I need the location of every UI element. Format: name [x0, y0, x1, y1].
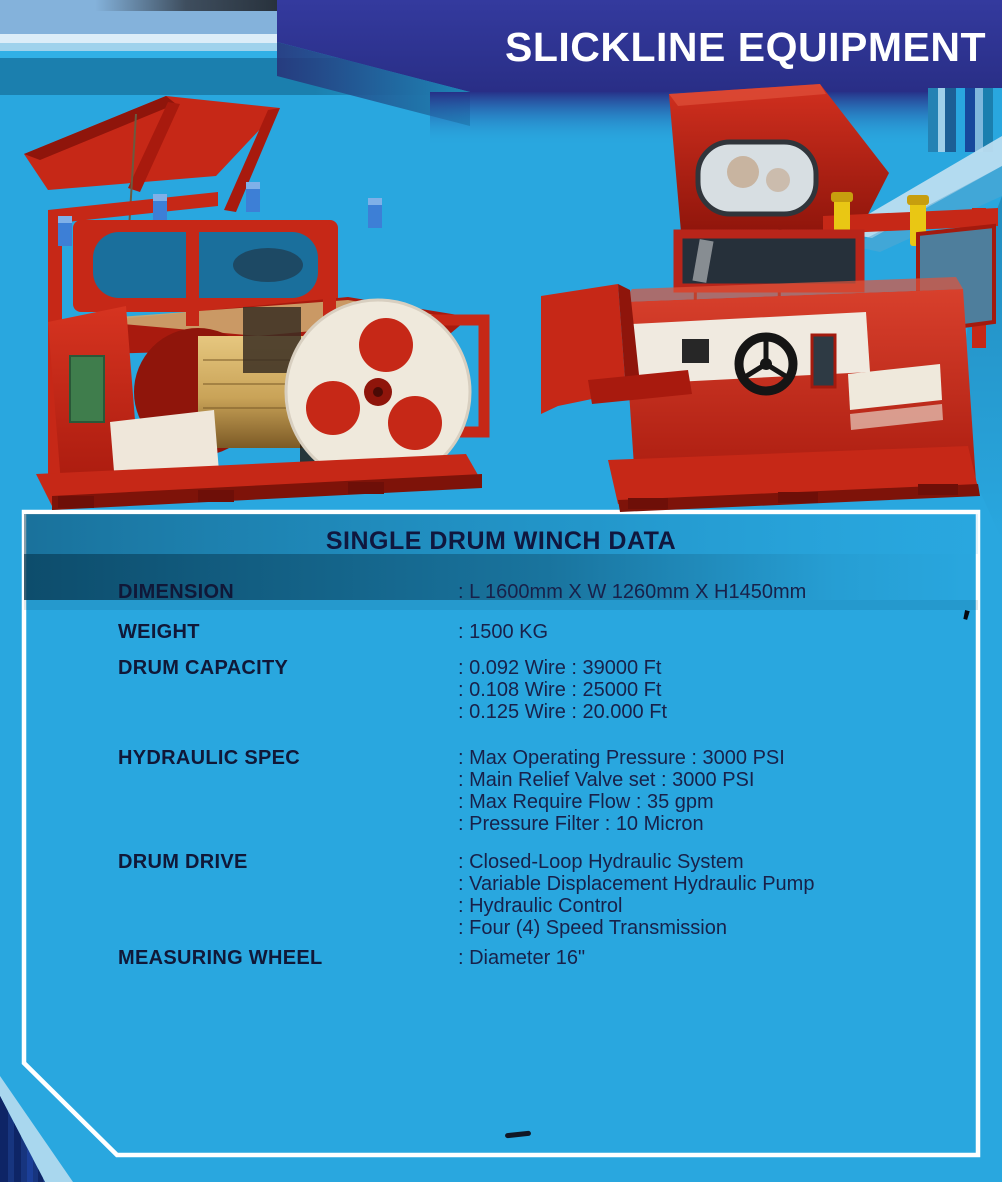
spec-row	[118, 621, 940, 643]
spec-label: HYDRAULIC SPEC	[118, 747, 300, 769]
spec-value-line: : Four (4) Speed Transmission	[458, 917, 727, 939]
spec-values	[458, 621, 940, 643]
spec-label: DIMENSION	[118, 581, 235, 603]
spec-value-line: : 0.108 Wire : 25000 Ft	[458, 679, 662, 701]
spec-table	[118, 581, 940, 969]
spec-label: DRUM DRIVE	[118, 851, 248, 873]
spec-value-line: : Max Operating Pressure : 3000 PSI	[458, 747, 785, 769]
spec-label: WEIGHT	[118, 621, 200, 643]
green-plate	[70, 356, 104, 422]
spec-value-line: : L 1600mm X W 1260mm X H1450mm	[458, 581, 807, 603]
page-title: SLICKLINE EQUIPMENT	[504, 24, 986, 70]
spec-row	[118, 851, 940, 939]
spec-row	[118, 747, 940, 835]
spec-values	[458, 851, 940, 939]
spec-value-line: : Max Require Flow : 35 gpm	[458, 791, 714, 813]
canopy-hood	[669, 84, 889, 234]
spec-row	[118, 657, 940, 723]
spec-row	[118, 947, 940, 969]
spec-values	[458, 657, 940, 723]
spec-label: MEASURING WHEEL	[118, 947, 323, 969]
spec-value-line: : Hydraulic Control	[458, 895, 623, 917]
spec-panel-title: SINGLE DRUM WINCH DATA	[325, 527, 677, 555]
spec-value-line: : Pressure Filter : 10 Micron	[458, 813, 704, 835]
spec-values	[458, 581, 940, 603]
canopy-roof	[24, 96, 280, 212]
scan-artifact-apostrophe: '	[955, 601, 974, 644]
spec-values	[458, 947, 940, 969]
spec-row	[118, 581, 940, 603]
single-drum-winch-operator-side-photo	[528, 84, 1002, 512]
spec-value-line: : Variable Displacement Hydraulic Pump	[458, 873, 815, 895]
spec-value-line: : 0.092 Wire : 39000 Ft	[458, 657, 662, 679]
spec-value-line: : 1500 KG	[458, 621, 549, 643]
spec-value-line: : Diameter 16"	[458, 947, 586, 969]
spec-label: DRUM CAPACITY	[118, 657, 289, 679]
single-drum-winch-front-quarter-photo	[18, 92, 504, 512]
spec-value-line: : 0.125 Wire : 20.000 Ft	[458, 701, 667, 723]
spec-values	[458, 747, 940, 835]
spec-value-line: : Closed-Loop Hydraulic System	[458, 851, 744, 873]
spec-value-line: : Main Relief Valve set : 3000 PSI	[458, 769, 755, 791]
